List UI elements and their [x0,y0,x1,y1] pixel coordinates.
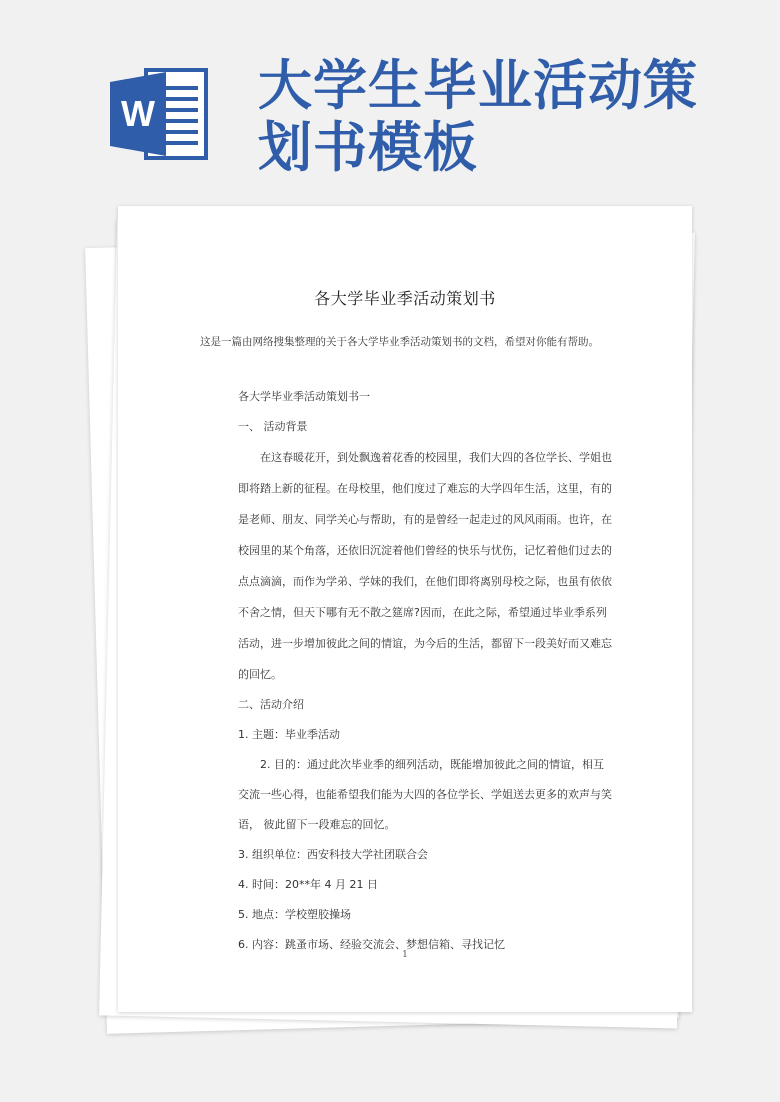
document-page [118,206,692,1012]
list-item-purpose: 2. 目的：通过此次毕业季的细列活动，既能增加彼此之间的情谊，相互交流一些心得，也能希望我们能为大四的各位学长、学姐送去更多的欢声与笑语， 彼此留下一段难忘的回忆。 [238,758,612,831]
document-body [238,382,613,960]
list-item-organizer: 3. 组织单位：西安科技大学社团联合会 [238,848,428,861]
list-item-content: 6. 内容：跳蚤市场、经验交流会、梦想信箱、寻找记忆 [238,938,505,951]
list-item-time: 4. 时间：20**年 4 月 21 日 [238,878,378,891]
heading-introduction: 二、活动介绍 [238,698,304,711]
logo-letter: W [121,93,155,134]
background-paragraph: 在这春暖花开，到处飘逸着花香的校园里，我们大四的各位学长、学姐也即将踏上新的征程。在母校里，他们度过了难忘的大学四年生活，这里，有的是老师、朋友、同学关心与帮助，有的是曾经一起走过的风风雨雨。也许，在校园里的某个角落，还依旧沉淀着他们曾经的快乐与忧伤，记忆着他们过去的点点滴滴，而作为学弟、学妹的我们，在他们即将离别母校之际，也虽有依依不舍之情，但天下哪有无不散之筵席?因而，在此之际，希望通过毕业季系列活动，进一步增加彼此之间的情谊，为今后的生活，都留下一段美好而又难忘的回忆。 [238,451,612,681]
document-title: 各大学毕业季活动策划书 [314,289,496,308]
document-intro: 这是一篇由网络搜集整理的关于各大学毕业季活动策划书的文档，希望对你能有帮助。 [200,336,599,348]
banner-title-line1: 大学生毕业活动策 [258,53,698,117]
banner-title-line2: 划书模板 [258,115,478,179]
list-item-location: 5. 地点：学校塑胶操场 [238,908,351,921]
section-title: 各大学毕业季活动策划书一 [238,390,370,403]
word-document-icon [108,66,208,162]
heading-background: 一、 活动背景 [238,420,308,433]
list-item-theme: 1. 主题：毕业季活动 [238,728,340,741]
banner-title [258,54,758,178]
page-number: 1 [402,950,408,960]
